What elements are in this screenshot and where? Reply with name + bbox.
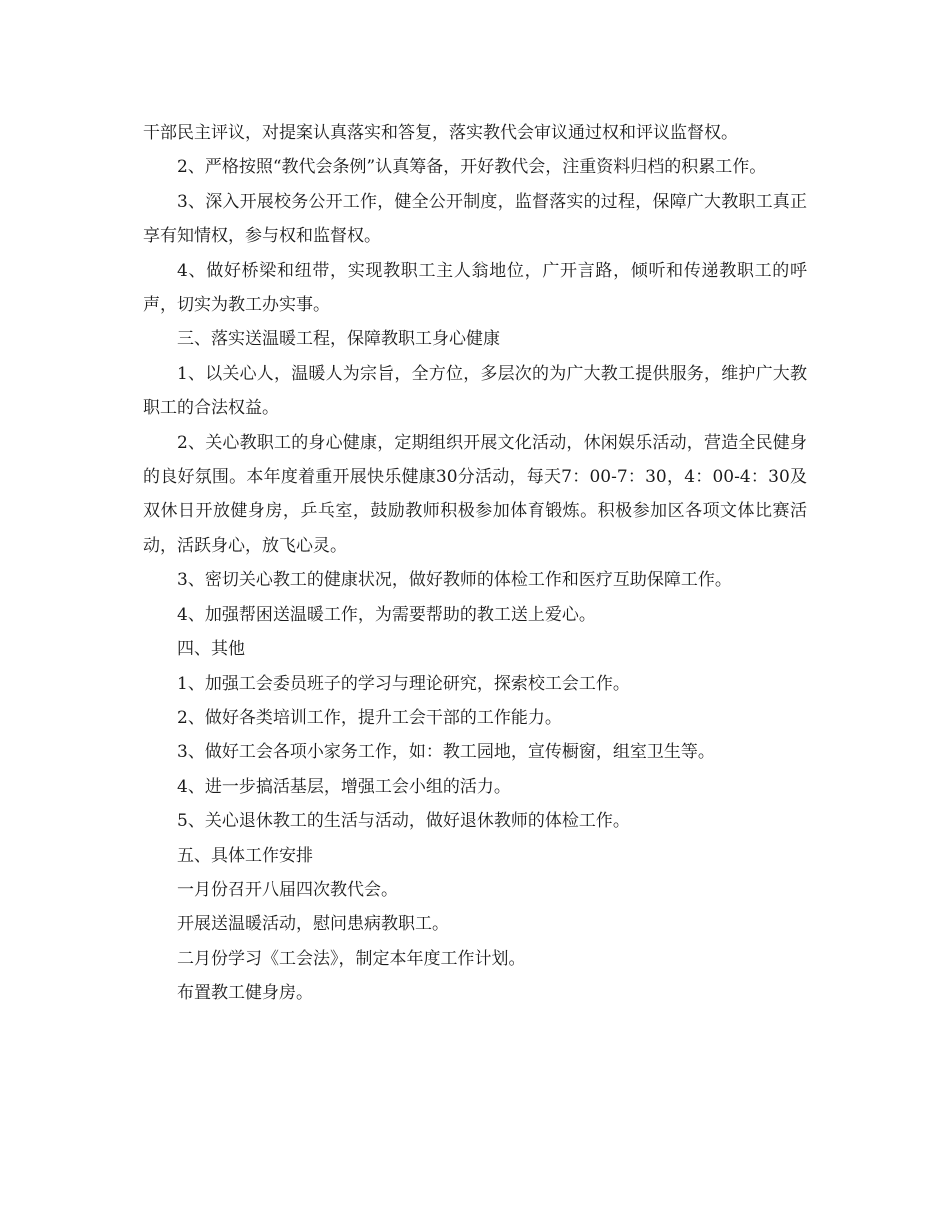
paragraph-13: 3、做好工会各项小家务工作，如：教工园地，宣传橱窗，组室卫生等。 — [177, 742, 715, 763]
paragraph-7: 2、关心教职工的身心健康，定期组织开展文化活动，休闲娱乐活动，营造全民健身的良好氛围。本年度着重开展快乐健康30分活动，每天7：00-7：30，4：00-4：30及双休日开放健身房，乒乓室，鼓励教师积极参加体育锻炼。积极参加区各项文体比赛活动，活跃身心，放飞心灵。 — [143, 432, 807, 556]
schedule-item-3: 二月份学习《工会法》，制定本年度工作计划。 — [177, 948, 526, 969]
paragraph-4: 4、做好桥梁和纽带，实现教职工主人翁地位，广开言路，倾听和传递教职工的呼声，切实为教工办实事。 — [143, 260, 807, 316]
section-heading-4: 四、其他 — [177, 639, 245, 660]
section-heading-5: 五、具体工作安排 — [177, 845, 313, 866]
paragraph-15: 5、关心退休教工的生活与活动，做好退休教师的体检工作。 — [177, 811, 630, 832]
paragraph-11: 1、加强工会委员班子的学习与理论研究，探索校工会工作。 — [177, 673, 630, 694]
paragraph-1: 干部民主评议，对提案认真落实和答复，落实教代会审议通过权和评议监督权。 — [143, 123, 738, 143]
document-body — [143, 116, 807, 1011]
schedule-item-2: 开展送温暖活动，慰问患病教职工。 — [177, 914, 449, 935]
paragraph-2: 2、严格按照“教代会条例”认真筹备，开好教代会，注重资料归档的积累工作。 — [177, 157, 767, 178]
paragraph-9: 4、加强帮困送温暖工作，为需要帮助的教工送上爱心。 — [177, 604, 596, 625]
paragraph-12: 2、做好各类培训工作，提升工会干部的工作能力。 — [177, 707, 562, 728]
schedule-item-1: 一月份召开八届四次教代会。 — [177, 879, 398, 900]
paragraph-3: 3、深入开展校务公开工作，健全公开制度，监督落实的过程，保障广大教职工真正享有知情权，参与权和监督权。 — [143, 191, 807, 247]
paragraph-14: 4、进一步搞活基层，增强工会小组的活力。 — [177, 776, 511, 797]
section-heading-3: 三、落实送温暖工程，保障教职工身心健康 — [177, 329, 500, 350]
paragraph-6: 1、以关心人，温暖人为宗旨，全方位，多层次的为广大教工提供服务，维护广大教职工的合法权益。 — [143, 363, 807, 419]
schedule-item-4: 布置教工健身房。 — [177, 983, 313, 1004]
paragraph-8: 3、密切关心教工的健康状况，做好教师的体检工作和医疗互助保障工作。 — [177, 570, 732, 591]
